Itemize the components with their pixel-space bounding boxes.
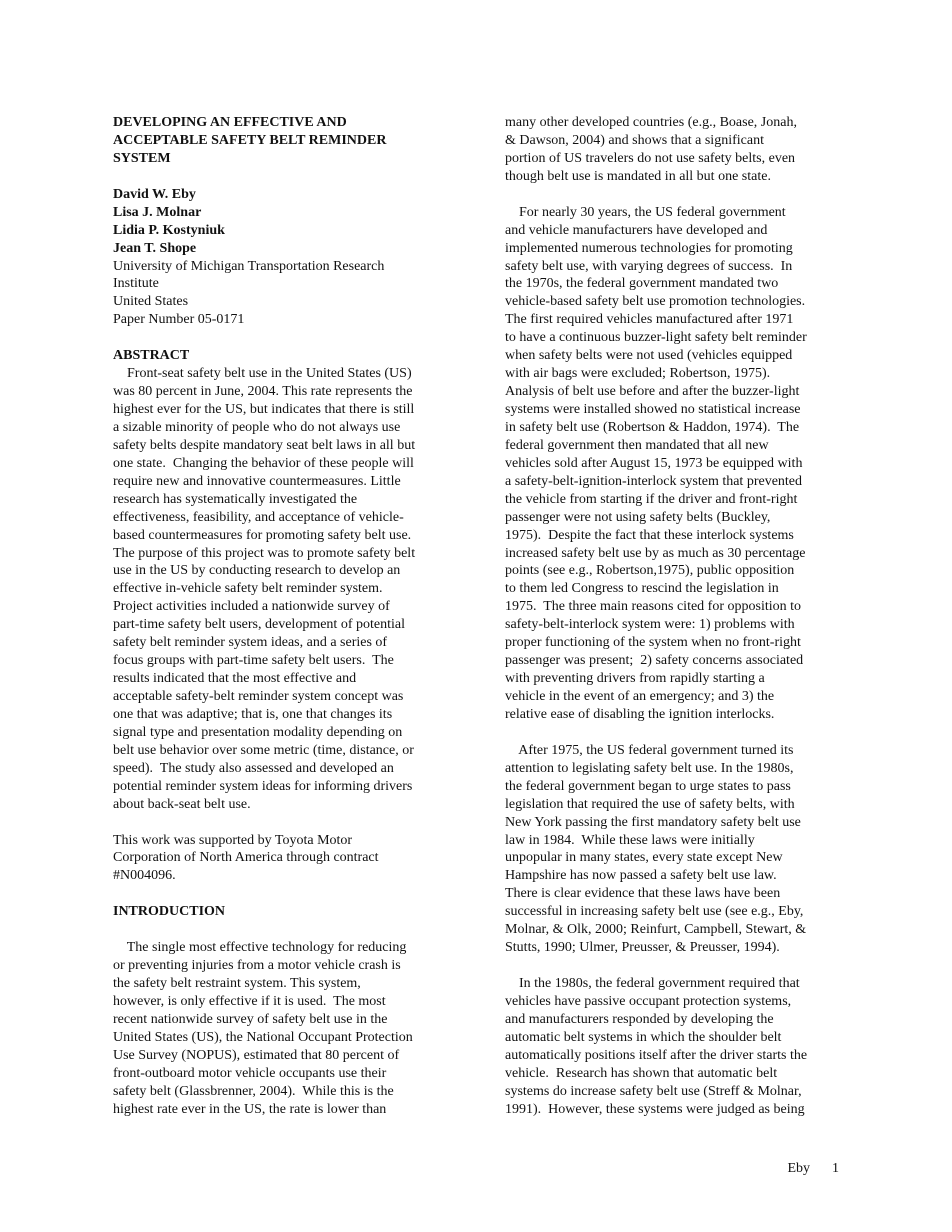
text-line: After 1975, the US federal government turned its (505, 742, 794, 758)
text-line: federal government then mandated that all new (505, 437, 769, 453)
title-line: DEVELOPING AN EFFECTIVE AND (113, 115, 347, 130)
text-line: a safety-belt-ignition-interlock system that prevented (505, 473, 803, 489)
text-line: or preventing injuries from a motor vehicle crash is (113, 958, 401, 974)
text-line: There is clear evidence that these laws have been (505, 886, 781, 902)
text-line: however, is only effective if it is used. The most (113, 993, 386, 1009)
text-line: one that was adaptive; that is, one that changes its (113, 706, 393, 722)
title-line: SYSTEM (113, 150, 171, 166)
intro-paragraph-continued (505, 114, 843, 186)
affiliation-line: University of Michigan Transportation Research (113, 258, 385, 274)
author-name: Lidia P. Kostyniuk (113, 222, 225, 238)
text-line: Project activities included a nationwide survey of (113, 599, 390, 615)
text-line: Analysis of belt use before and after the buzzer-light (505, 384, 800, 400)
text-line: focus groups with part-time safety belt users. The (113, 653, 394, 669)
text-line: one state. Changing the behavior of these people will (113, 455, 414, 471)
abstract-body (113, 365, 458, 813)
author-name: David W. Eby (113, 186, 196, 202)
text-line: acceptable safety-belt reminder system concept was (113, 689, 404, 704)
text-line: passenger was present; 2) safety concerns associated (505, 653, 804, 669)
text-line: safety belt (Glassbrenner, 2004). While this is the (113, 1083, 394, 1099)
text-line: Front-seat safety belt use in the United States (US) (113, 366, 412, 382)
title-line: ACCEPTABLE SAFETY BELT REMINDER (113, 132, 387, 148)
text-line: successful in increasing safety belt use (see e.g., Eby, (505, 904, 804, 920)
author-name: Jean T. Shope (113, 240, 197, 256)
affiliation-line: United States (113, 294, 189, 310)
page-number: 1 (832, 1161, 839, 1176)
text-line: when safety belts were not used (vehicles equipped (505, 348, 793, 364)
text-line: potential reminder system ideas for informing drivers (113, 778, 413, 794)
text-line: to them led Congress to rescind the legislation in (505, 581, 779, 597)
right-column (505, 114, 843, 1119)
text-line: a sizable minority of people who do not always use (113, 419, 401, 435)
author-list (113, 186, 458, 258)
text-line: For nearly 30 years, the US federal government (505, 204, 786, 220)
text-line: points (see e.g., Robertson,1975), public opposition (505, 563, 795, 579)
text-line: The first required vehicles manufactured after 1971 (505, 312, 794, 328)
text-line: signal type and presentation modality depending on (113, 724, 403, 740)
text-line: though belt use is mandated in all but one state. (505, 168, 771, 184)
text-line: proper functioning of the system when no front-right (505, 635, 801, 651)
text-line: 1991). However, these systems were judged as being (505, 1101, 805, 1117)
abstract-heading: ABSTRACT (113, 348, 190, 364)
passive-restraint-paragraph (505, 975, 843, 1119)
text-line: highest ever for the US, but indicates that there is still (113, 402, 415, 417)
text-line: with preventing drivers from rapidly starting a (505, 671, 765, 687)
text-line: part-time safety belt users, development of potential (113, 617, 405, 633)
text-line: 1975). Despite the fact that these interlock systems (505, 527, 794, 543)
text-line: effective in-vehicle safety belt reminder system. (113, 581, 383, 597)
text-line: systems do increase safety belt use (Streff & Molnar, (505, 1083, 802, 1099)
text-line: vehicles have passive occupant protection systems, (505, 993, 792, 1009)
text-line: 1975. The three main reasons cited for opposition to (505, 599, 802, 615)
text-line: the 1970s, the federal government mandated two (505, 276, 779, 292)
text-line: Corporation of North America through contract (113, 850, 379, 866)
text-line: unpopular in many states, every state except New (505, 850, 783, 866)
text-line: United States (US), the National Occupant Protection (113, 1029, 413, 1045)
text-line: vehicle-based safety belt use promotion technologies. (505, 294, 806, 310)
text-line: automatic belt systems in which the shoulder belt (505, 1029, 782, 1045)
text-line: safety-belt-interlock system were: 1) problems with (505, 617, 795, 633)
text-line: Stutts, 1990; Ulmer, Preusser, & Preusser, 1994). (505, 940, 780, 956)
text-line: attention to legislating safety belt use. In the 1980s, (505, 760, 794, 776)
text-line: effectiveness, feasibility, and acceptance of vehicle- (113, 509, 404, 525)
funding-note (113, 832, 458, 886)
text-line: safety belt reminder system ideas, and a series of (113, 635, 388, 651)
text-line: Molnar, & Olk, 2000; Reinfurt, Campbell, Stewart, & (505, 922, 807, 938)
text-line: & Dawson, 2004) and shows that a significant (505, 132, 764, 148)
running-author: Eby (787, 1161, 810, 1176)
affiliation-line: Institute (113, 276, 159, 292)
text-line: #N004096. (113, 868, 176, 884)
text-line: increased safety belt use by as much as 30 percentage (505, 545, 806, 561)
text-line: vehicle in the event of an emergency; and 3) the (505, 689, 775, 704)
text-line: many other developed countries (e.g., Boase, Jonah, (505, 115, 797, 130)
text-line: The purpose of this project was to promote safety belt (113, 545, 416, 561)
text-line: safety belt use, with varying degrees of success. In (505, 258, 793, 274)
legislation-paragraph (505, 742, 843, 957)
text-line: passenger were not using safety belts (Buckley, (505, 509, 771, 525)
text-line: vehicles sold after August 15, 1973 be equipped with (505, 455, 803, 471)
text-line: belt use behavior over some metric (time, distance, or (113, 742, 414, 758)
affiliation (113, 258, 458, 330)
text-line: vehicle. Research has shown that automatic belt (505, 1065, 778, 1081)
text-line: highest rate ever in the US, the rate is lower than (113, 1101, 387, 1117)
text-line: the vehicle from starting if the driver and front-right (505, 491, 798, 507)
author-name: Lisa J. Molnar (113, 204, 202, 220)
text-line: to have a continuous buzzer-light safety belt reminder (505, 330, 807, 346)
introduction-heading: INTRODUCTION (113, 904, 226, 920)
left-column (113, 114, 458, 1119)
text-line: results indicated that the most effective and (113, 671, 357, 687)
text-line: This work was supported by Toyota Motor (113, 832, 353, 848)
page-footer (787, 1160, 839, 1178)
history-paragraph (505, 204, 843, 724)
text-line: The single most effective technology for reducing (113, 940, 407, 956)
text-line: portion of US travelers do not use safety belts, even (505, 150, 796, 166)
text-line: require new and innovative countermeasures. Little (113, 473, 401, 489)
text-line: and manufacturers responded by developing the (505, 1011, 774, 1027)
text-line: in safety belt use (Robertson & Haddon, 1974). The (505, 419, 800, 435)
text-line: Hampshire has now passed a safety belt use law. (505, 868, 777, 884)
text-line: legislation that required the use of safety belts, with (505, 796, 795, 812)
text-line: In the 1980s, the federal government required that (505, 976, 800, 991)
text-line: and vehicle manufacturers have developed and (505, 222, 768, 238)
text-line: relative ease of disabling the ignition interlocks. (505, 706, 775, 722)
text-line: with air bags were excluded; Robertson, 1975). (505, 366, 771, 382)
text-line: automatically positions itself after the driver starts the (505, 1047, 808, 1063)
text-line: front-outboard motor vehicle occupants use their (113, 1065, 387, 1081)
text-line: Use Survey (NOPUS), estimated that 80 percent of (113, 1047, 400, 1063)
text-line: safety belts despite mandatory seat belt laws in all but (113, 437, 416, 453)
text-line: use in the US by conducting research to develop an (113, 563, 401, 579)
text-line: the safety belt restraint system. This system, (113, 976, 361, 991)
text-line: research has systematically investigated the (113, 491, 358, 507)
text-line: the federal government began to urge states to pass (505, 778, 791, 794)
text-line: based countermeasures for promoting safety belt use. (113, 527, 412, 543)
text-line: systems were installed showed no statistical increase (505, 402, 801, 417)
text-line: recent nationwide survey of safety belt use in the (113, 1011, 388, 1027)
text-line: implemented numerous technologies for promoting (505, 240, 793, 256)
text-line: was 80 percent in June, 2004. This rate represents the (113, 384, 413, 400)
intro-paragraph (113, 939, 458, 1118)
text-line: law in 1984. While these laws were initially (505, 832, 755, 848)
text-line: New York passing the first mandatory safety belt use (505, 814, 801, 830)
text-line: about back-seat belt use. (113, 796, 251, 812)
paper-number: Paper Number 05-0171 (113, 312, 245, 328)
text-line: speed). The study also assessed and developed an (113, 760, 394, 776)
paper-title (113, 114, 458, 168)
